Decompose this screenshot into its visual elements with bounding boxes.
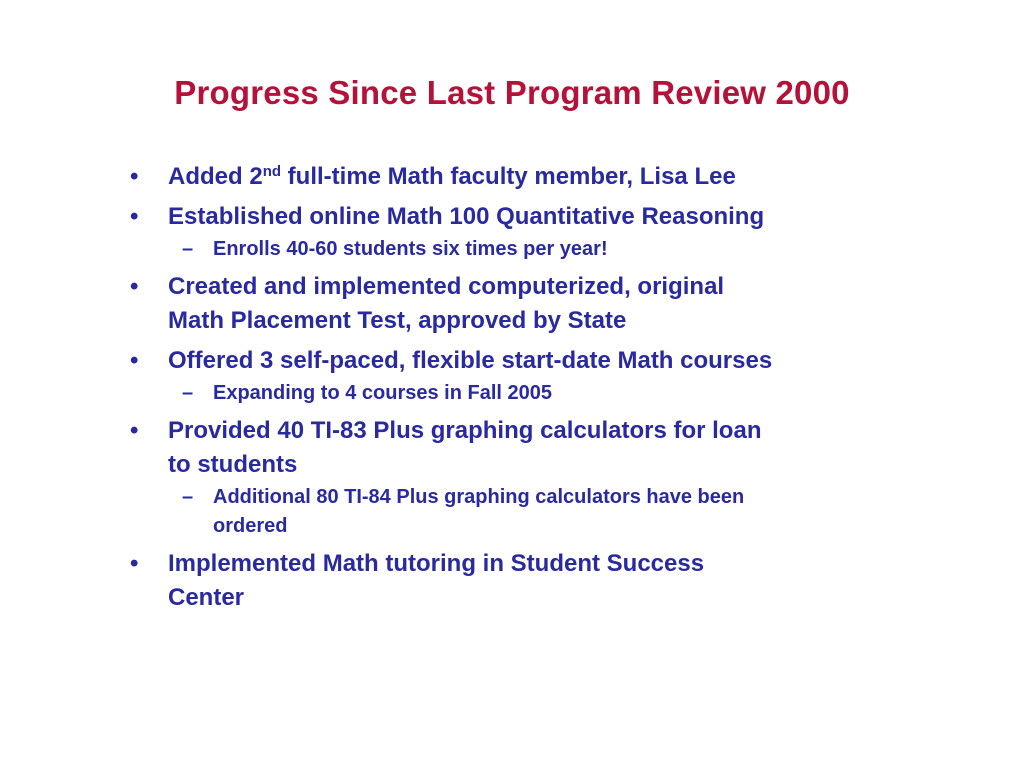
- bullet-text: Provided 40 TI-83 Plus graphing calculators for loan: [168, 417, 762, 444]
- sub-bullet-expanding: [213, 379, 908, 408]
- bullet-self-paced: [168, 344, 908, 408]
- sub-bullet-additional-calculators: [213, 483, 908, 541]
- sub-list: [168, 235, 908, 264]
- sub-list: [168, 483, 908, 541]
- bullet-text: Established online Math 100 Quantitative Reasoning: [168, 203, 765, 230]
- bullet-text: Added 2: [168, 163, 263, 190]
- bullet-tutoring: [168, 547, 908, 615]
- bullet-faculty: [168, 160, 908, 194]
- bullet-text: Created and implemented computerized, original: [168, 273, 725, 300]
- sub-bullet-text: Expanding to 4 courses in Fall 2005: [213, 382, 552, 404]
- bullet-text: Implemented Math tutoring in Student Success: [168, 550, 705, 577]
- bullet-placement-test: [168, 270, 908, 338]
- sub-bullet-text: Enrolls 40-60 students six times per year!: [213, 238, 608, 260]
- sub-bullet-text: Additional 80 TI-84 Plus graphing calculators have been: [213, 486, 745, 508]
- bullet-text: Math Placement Test, approved by State: [168, 307, 627, 334]
- slide-title: Progress Since Last Program Review 2000: [174, 74, 850, 111]
- sub-list: [168, 379, 908, 408]
- bullet-list: [168, 160, 908, 621]
- bullet-text: Offered 3 self-paced, flexible start-date Math courses: [168, 347, 773, 374]
- bullet-online-math: [168, 200, 908, 264]
- ordinal-superscript: nd: [262, 163, 282, 180]
- bullet-calculators: [168, 414, 908, 541]
- bullet-text: Center: [168, 584, 245, 611]
- sub-bullet-enrollment: [213, 235, 908, 264]
- bullet-text: to students: [168, 451, 298, 478]
- bullet-text: full-time Math faculty member, Lisa Lee: [281, 163, 736, 190]
- sub-bullet-text: ordered: [213, 515, 288, 537]
